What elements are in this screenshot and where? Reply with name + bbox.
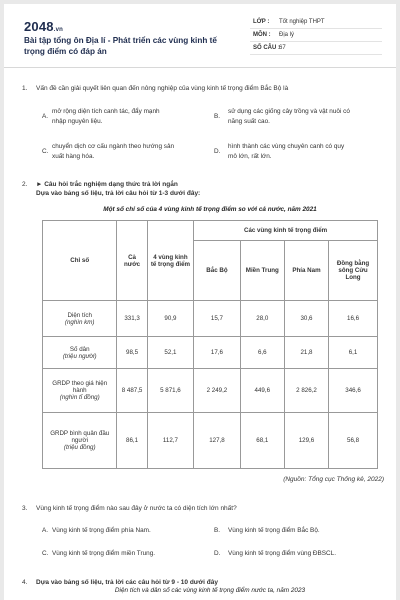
- header-indicator: Chỉ số: [43, 221, 117, 301]
- table-cell: 56,8: [329, 413, 378, 469]
- indicator-unit: (nghìn km): [64, 318, 95, 326]
- table-cell: 112,7: [147, 413, 194, 469]
- table-title: Một số chỉ số của 4 vùng kinh tế trọng điểm so với cả nước, năm 2021: [103, 206, 317, 213]
- site-logo[interactable]: 2048.vn: [24, 19, 64, 34]
- data-table: [42, 220, 378, 469]
- table-cell: 98,5: [117, 337, 147, 369]
- indicator-unit: (triệu người): [62, 352, 97, 360]
- table-source: (Nguồn: Tổng cục Thống kê, 2022): [283, 476, 384, 483]
- table-cell: 2 249,2: [194, 369, 241, 413]
- table-cell: 331,3: [117, 301, 147, 337]
- page: 2048.vn Bài tập tổng ôn Địa lí - Phát triển các vùng kinh tế trọng điểm có đáp án LỚP : Tốt nghiệp THPT MÔN : Địa lý SỐ CÂU : 67 1. Vấn đề cần giải quyết liên quan đến nông nghiệp của vùng kinh tế trọng điểm Bắc Bộ là A. mở rộng diện tích canh tác, đẩy mạnh nhập nguyên liệu. B. sử dụng các giống cây trồng và vật nuôi có năng suất cao. C. chuyển dịch cơ cấu ngành theo hướng sản xuất hàng hóa. D. hình thành các vùng chuyên canh có quy mô lớn, rất lớn. 2. ► Câu hỏi trắc nghiệm dạng thức trả lời ngắn Dựa vào bảng số liệu, trả lời câu hỏi từ 1-3 dưới đây: Một số chỉ số của 4 vùng kinh tế trọng điểm so với cả nước, năm 2021 Chỉ số Cả nước 4 vùng kinh tế trọng điểm Các vùng kinh tế trọng điểm Bắc Bộ Miền Trung Phía Nam Đồng bằng sông Cửu Long Diện tích (nghìn km) 331,3 90,9 15,7 28,0 30,6 16,6 Số dân (triệu người) 98,5 52,1 17,6 6,6 21,8 6,1 GRDP theo giá hiện hành (nghìn tỉ đồng) 8 487,5 5 871,6 2 249,2 449,6 2 826,2 346,6 GRDP bình quân đầu người (triệu đồng) 86,1 112,7 127,8 68,1 129,6 56,8 (Nguồn: Tổng cục Thống kê, 2022) 3. Vùng kinh tế trọng điểm nào sau đây ở nước ta có diện tích lớn nhất? A. Vùng kinh tế trọng điểm phía Nam. B. Vùng kinh tế trọng điểm Bắc Bộ. C. Vùng kinh tế trọng điểm miền Trung. D. Vùng kinh tế trọng điểm vùng ĐBSCL. 4. Dựa vào bảng số liệu, trả lời các câu hỏi từ 9 - 10 dưới đây Diện tích và dân số các vùng kinh tế trọng điểm nước ta, năm 2023: [4, 4, 396, 600]
- page-title: Bài tập tổng ôn Địa lí - Phát triển các vùng kinh tế trọng điểm có đáp án: [24, 36, 217, 56]
- header-country: Cả nước: [117, 221, 147, 301]
- indicator-unit: (nghìn tỉ đồng): [59, 394, 100, 401]
- question-4-text: Dựa vào bảng số liệu, trả lời các câu hỏi từ 9 - 10 dưới đây: [36, 579, 218, 586]
- table-row: [43, 337, 378, 369]
- question-2-instruction: Dựa vào bảng số liệu, trả lời câu hỏi từ 1-3 dưới đây:: [36, 190, 201, 197]
- document-header: [22, 16, 380, 66]
- header-phia-nam: Phía Nam: [284, 241, 328, 301]
- table-row: [43, 413, 378, 469]
- table-cell: 28,0: [240, 301, 284, 337]
- table-cell: 8 487,5: [117, 369, 147, 413]
- header-region-group: Các vùng kinh tế trọng điểm: [194, 221, 378, 241]
- table-cell: 17,6: [194, 337, 241, 369]
- indicator-unit: (triệu đồng): [63, 444, 96, 451]
- table-cell: 90,9: [147, 301, 194, 337]
- table-cell: 21,8: [284, 337, 328, 369]
- table-cell: 16,6: [329, 301, 378, 337]
- indicator-name: GRDP bình quân đầu người: [50, 430, 110, 444]
- meta-row-subject: MÔN : Địa lý: [250, 29, 382, 42]
- meta-row-count: SỐ CÂU : 67: [250, 42, 382, 55]
- header-dbscl: Đồng bằng sông Cửu Long: [329, 241, 378, 301]
- question-1-text: Vấn đề cần giải quyết liên quan đến nông nghiệp của vùng kinh tế trọng điểm Bắc Bộ là: [36, 85, 289, 92]
- table-cell: [43, 337, 117, 369]
- table-cell: 127,8: [194, 413, 241, 469]
- meta-table: [250, 16, 382, 55]
- table-cell: 449,6: [240, 369, 284, 413]
- indicator-name: Số dân: [69, 345, 90, 353]
- table-cell: 6,6: [240, 337, 284, 369]
- question-4-caption: Diện tích và dân số các vùng kinh tế trọng điểm nước ta, năm 2023: [114, 587, 306, 594]
- indicator-name: GRDP theo giá hiện hành: [52, 380, 108, 394]
- header-divider: [4, 67, 396, 68]
- table-cell: 6,1: [329, 337, 378, 369]
- table-cell: 15,7: [194, 301, 241, 337]
- table-cell: [43, 369, 117, 413]
- meta-row-class: LỚP : Tốt nghiệp THPT: [250, 16, 382, 29]
- question-3-text: Vùng kinh tế trọng điểm nào sau đây ở nước ta có diện tích lớn nhất?: [36, 505, 237, 512]
- indicator-name: Diện tích: [67, 311, 92, 319]
- table-cell: 129,6: [284, 413, 328, 469]
- table-cell: 68,1: [240, 413, 284, 469]
- table-row: [43, 369, 378, 413]
- table-cell: 5 871,6: [147, 369, 194, 413]
- table-cell: [43, 301, 117, 337]
- table-cell: 2 826,2: [284, 369, 328, 413]
- table-cell: 52,1: [147, 337, 194, 369]
- table-cell: 30,6: [284, 301, 328, 337]
- table-row: [43, 301, 378, 337]
- header-bac-bo: Bắc Bộ: [194, 241, 241, 301]
- table-cell: [43, 413, 117, 469]
- table-cell: 86,1: [117, 413, 147, 469]
- header-four-regions: 4 vùng kinh tế trọng điểm: [147, 221, 194, 301]
- question-2-type: ► Câu hỏi trắc nghiệm dạng thức trả lời ngắn: [36, 181, 178, 188]
- header-mien-trung: Miền Trung: [240, 241, 284, 301]
- table-cell: 346,6: [329, 369, 378, 413]
